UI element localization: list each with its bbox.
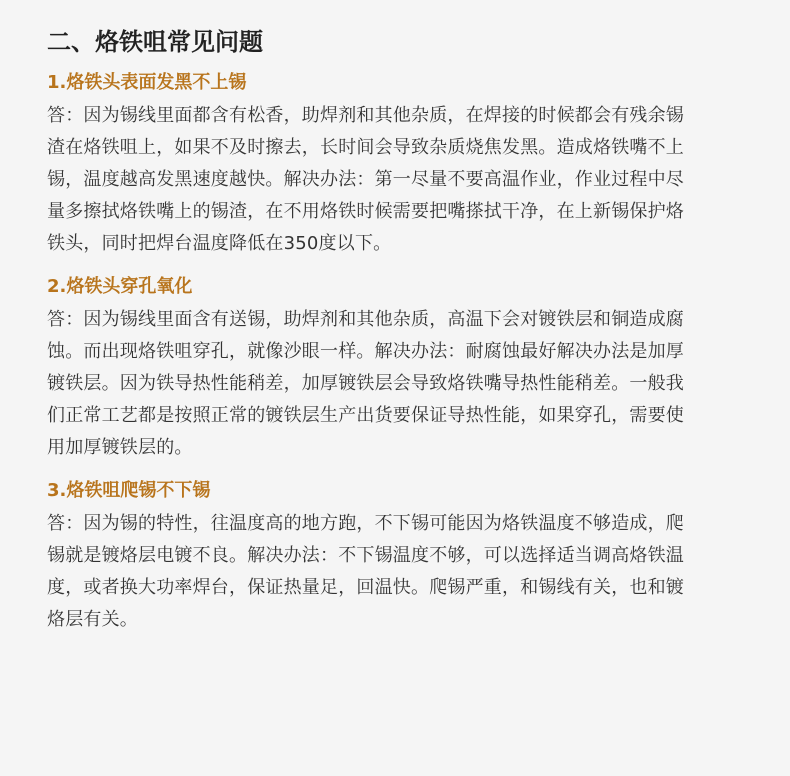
body-line: 渣在烙铁咀上，如果不及时擦去，长时间会导致杂质烧焦发黑。造成烙铁嘴不上 bbox=[47, 137, 684, 158]
body-line: 铁头，同时把焊台温度降低在350度以下。 bbox=[47, 233, 392, 254]
body-line: 蚀。而出现烙铁咀穿孔，就像沙眼一样。解决办法：耐腐蚀最好解决办法是加厚 bbox=[47, 341, 684, 362]
body-line: 量多擦拭烙铁嘴上的锡渣，在不用烙铁时候需要把嘴搽拭干净，在上新锡保护烙 bbox=[47, 201, 684, 222]
body-line: 度，或者换大功率焊台，保证热量足，回温快。爬锡严重，和锡线有关，也和镀 bbox=[47, 577, 684, 598]
body-line: 答：因为锡的特性，往温度高的地方跑，不下锡可能因为烙铁温度不够造成，爬 bbox=[47, 513, 684, 534]
body-line: 们正常工艺都是按照正常的镀铁层生产出货要保证导热性能，如果穿孔，需要使 bbox=[47, 405, 684, 426]
body-line: 锡，温度越高发黑速度越快。解决办法：第一尽量不要高温作业，作业过程中尽 bbox=[47, 169, 684, 190]
section-title: 3.烙铁咀爬锡不下锡 bbox=[47, 480, 211, 501]
body-line: 答：因为锡线里面都含有松香，助焊剂和其他杂质，在焊接的时候都会有残余锡 bbox=[47, 105, 684, 126]
section-body bbox=[47, 508, 750, 636]
body-line: 烙层有关。 bbox=[47, 609, 138, 630]
body-line: 镀铁层。因为铁导热性能稍差，加厚镀铁层会导致烙铁嘴导热性能稍差。一般我 bbox=[47, 373, 684, 394]
body-line: 锡就是镀烙层电镀不良。解决办法：不下锡温度不够，可以选择适当调高烙铁温 bbox=[47, 545, 684, 566]
section-body bbox=[47, 304, 750, 464]
section-2 bbox=[47, 272, 750, 464]
page-title: 二、烙铁咀常见问题 bbox=[47, 28, 263, 56]
section-title: 2.烙铁头穿孔氧化 bbox=[47, 276, 193, 297]
body-line: 答：因为锡线里面含有送锡，助焊剂和其他杂质，高温下会对镀铁层和铜造成腐 bbox=[47, 309, 684, 330]
section-body bbox=[47, 100, 750, 260]
section-1 bbox=[47, 68, 750, 260]
section-title: 1.烙铁头表面发黑不上锡 bbox=[47, 72, 247, 93]
body-line: 用加厚镀铁层的。 bbox=[47, 437, 193, 458]
section-3 bbox=[47, 476, 750, 636]
